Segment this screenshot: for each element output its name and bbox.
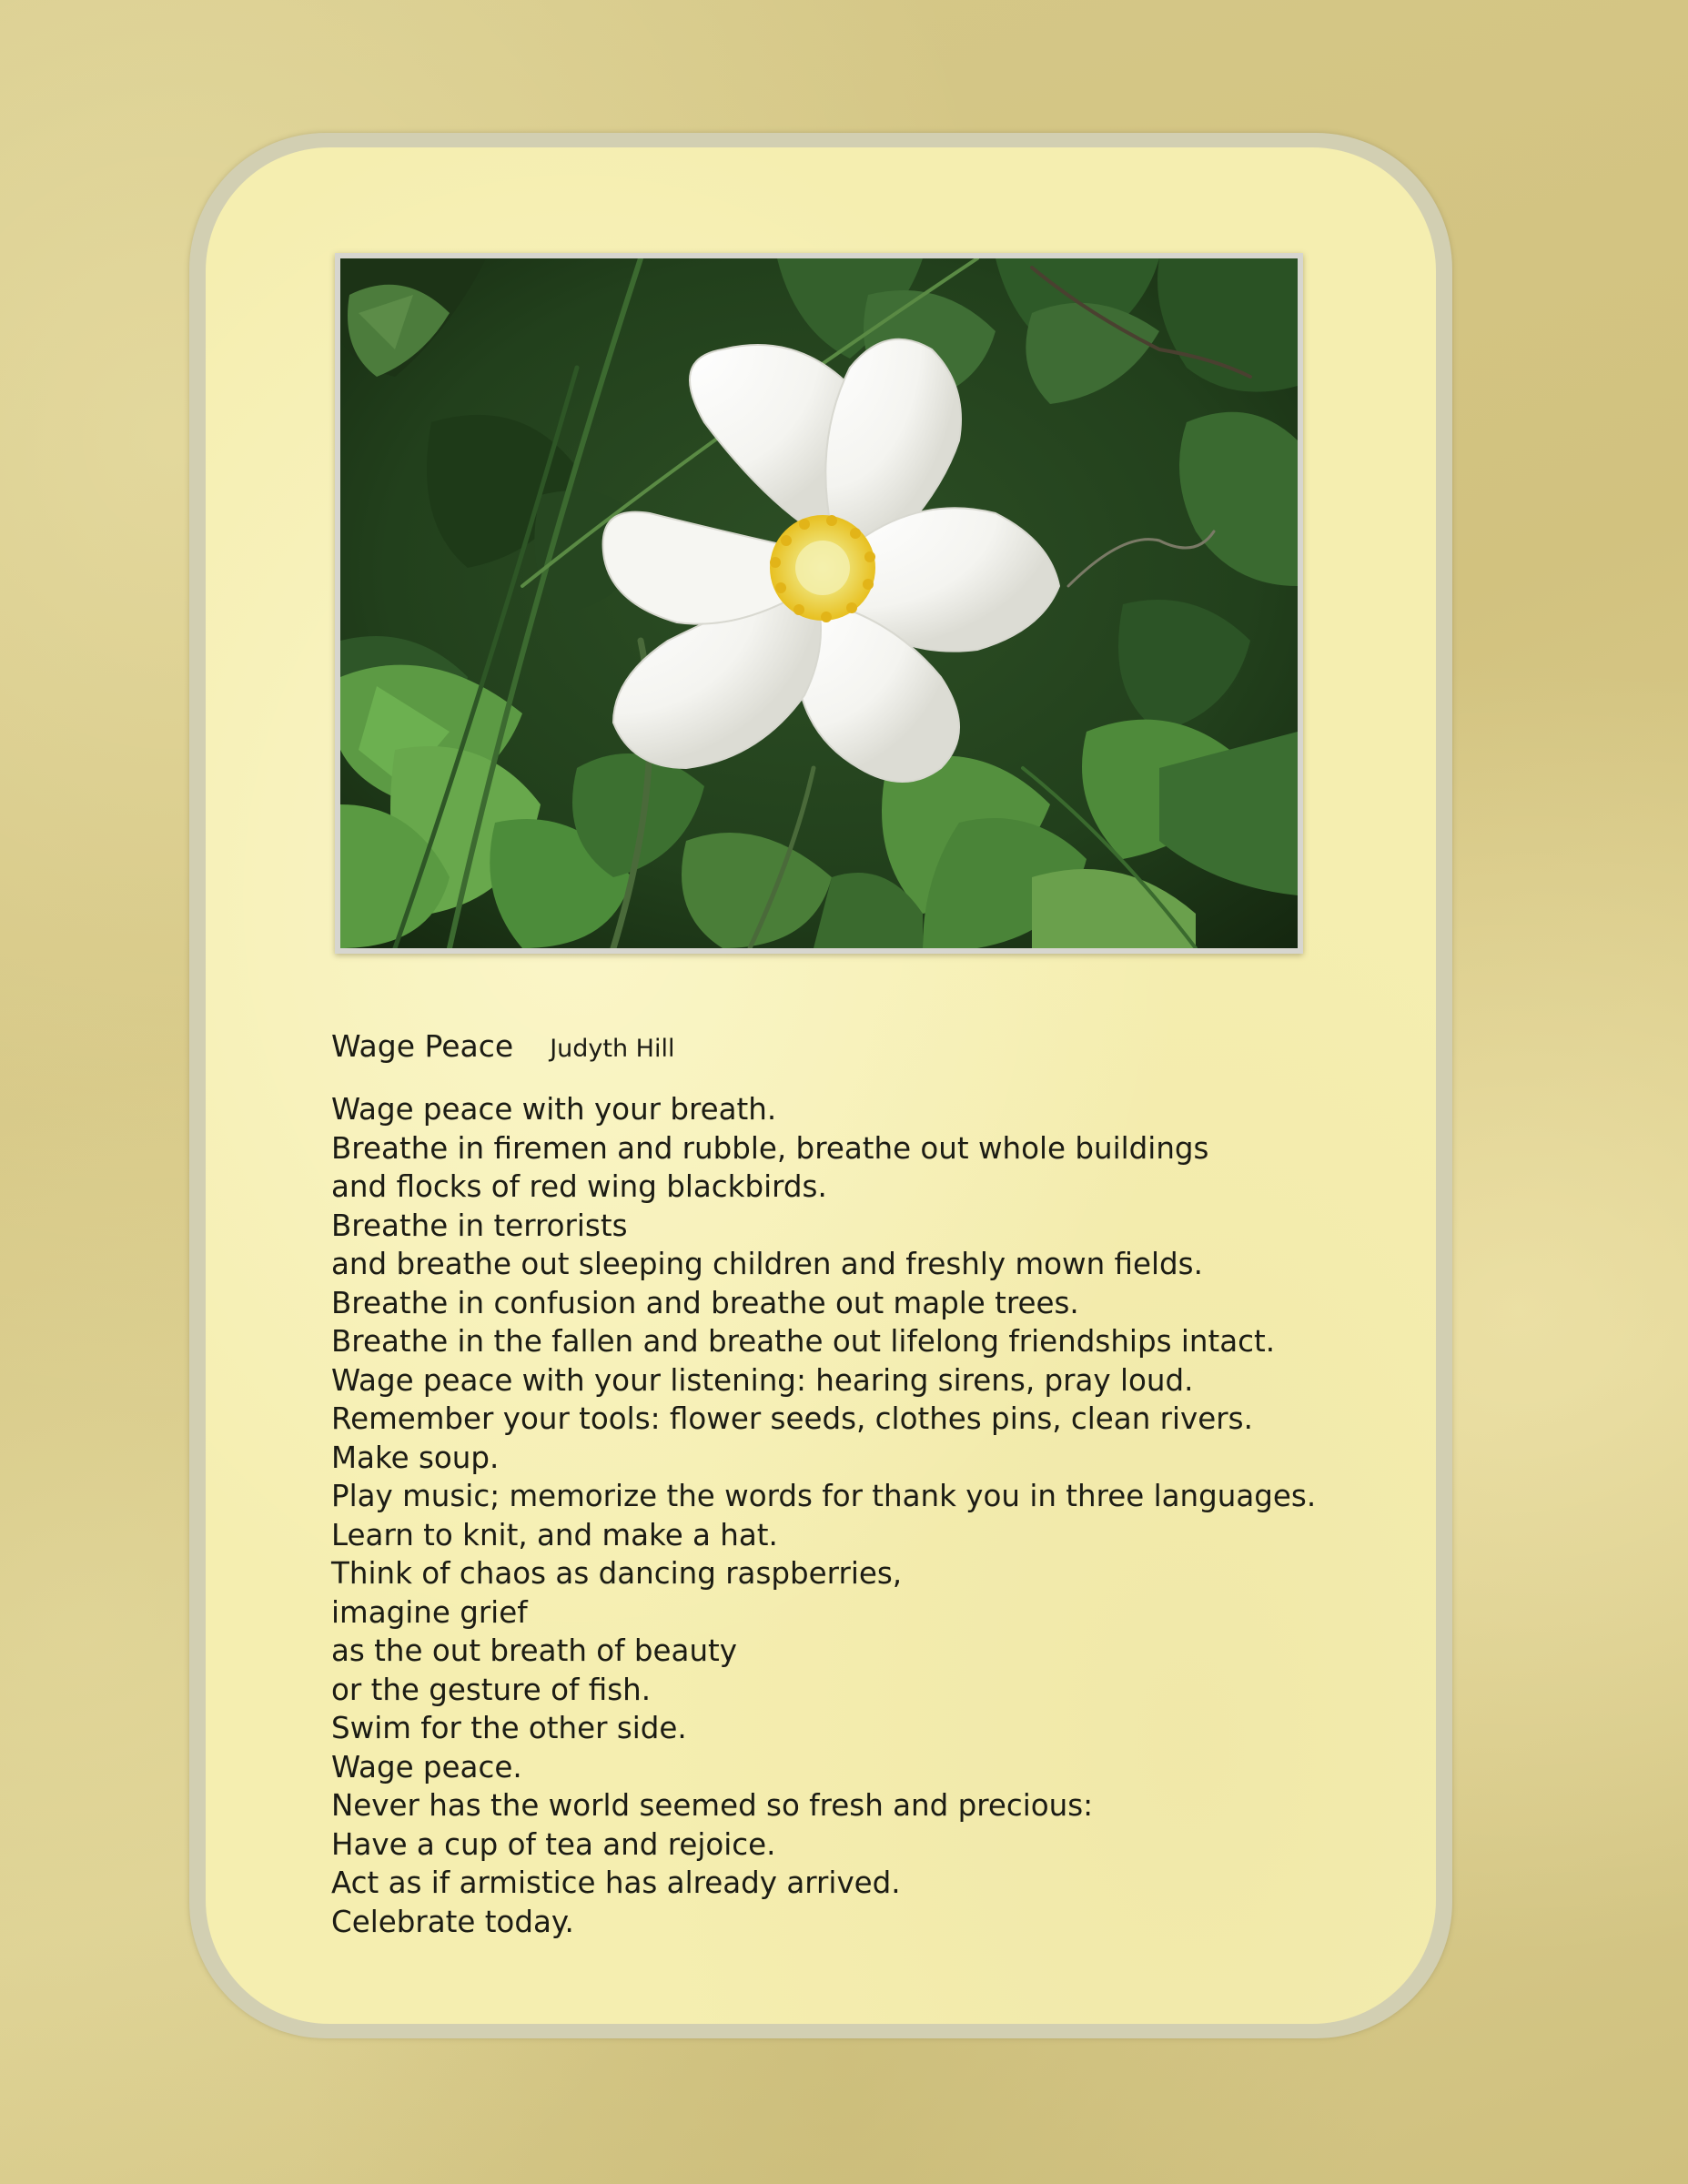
photo-frame bbox=[335, 253, 1303, 954]
poem-line: Celebrate today. bbox=[331, 1904, 574, 1939]
poem-line: Think of chaos as dancing raspberries, bbox=[331, 1556, 903, 1591]
poem-author: Judyth Hill bbox=[550, 1035, 675, 1063]
poem-lines bbox=[331, 1090, 1378, 1941]
poem bbox=[331, 1028, 1378, 1941]
poem-line: Breathe in terrorists bbox=[331, 1208, 628, 1243]
poem-title: Wage Peace bbox=[331, 1028, 514, 1064]
poem-line: Wage peace. bbox=[331, 1749, 522, 1785]
poem-line: Remember your tools: flower seeds, clothes pins, clean rivers. bbox=[331, 1401, 1253, 1436]
poem-line: or the gesture of fish. bbox=[331, 1672, 652, 1707]
poem-line: Wage peace with your breath. bbox=[331, 1092, 777, 1127]
poem-line: Play music; memorize the words for thank you in three languages. bbox=[331, 1479, 1317, 1513]
poem-line: Breathe in confusion and breathe out maple trees. bbox=[331, 1285, 1079, 1320]
anemone-flower-photo bbox=[340, 258, 1298, 948]
poem-line: Breathe in firemen and rubble, breathe out whole buildings bbox=[331, 1130, 1209, 1166]
poem-line: Make soup. bbox=[331, 1440, 500, 1475]
poem-line: Have a cup of tea and rejoice. bbox=[331, 1826, 776, 1862]
poem-line: Breathe in the fallen and breathe out lifelong friendships intact. bbox=[331, 1324, 1276, 1359]
poem-line: as the out breath of beauty bbox=[331, 1633, 738, 1668]
poem-line: imagine grief bbox=[331, 1594, 528, 1630]
poem-line: Learn to knit, and make a hat. bbox=[331, 1517, 778, 1552]
poem-line: Wage peace with your listening: hearing sirens, pray loud. bbox=[331, 1362, 1194, 1398]
poem-line: and breathe out sleeping children and freshly mown fields. bbox=[331, 1247, 1203, 1281]
poem-heading bbox=[331, 1028, 1378, 1079]
poem-line: Swim for the other side. bbox=[331, 1711, 687, 1745]
poem-line: Never has the world seemed so fresh and precious: bbox=[331, 1788, 1094, 1823]
poem-line: Act as if armistice has already arrived. bbox=[331, 1866, 901, 1900]
poem-line: and flocks of red wing blackbirds. bbox=[331, 1169, 827, 1204]
